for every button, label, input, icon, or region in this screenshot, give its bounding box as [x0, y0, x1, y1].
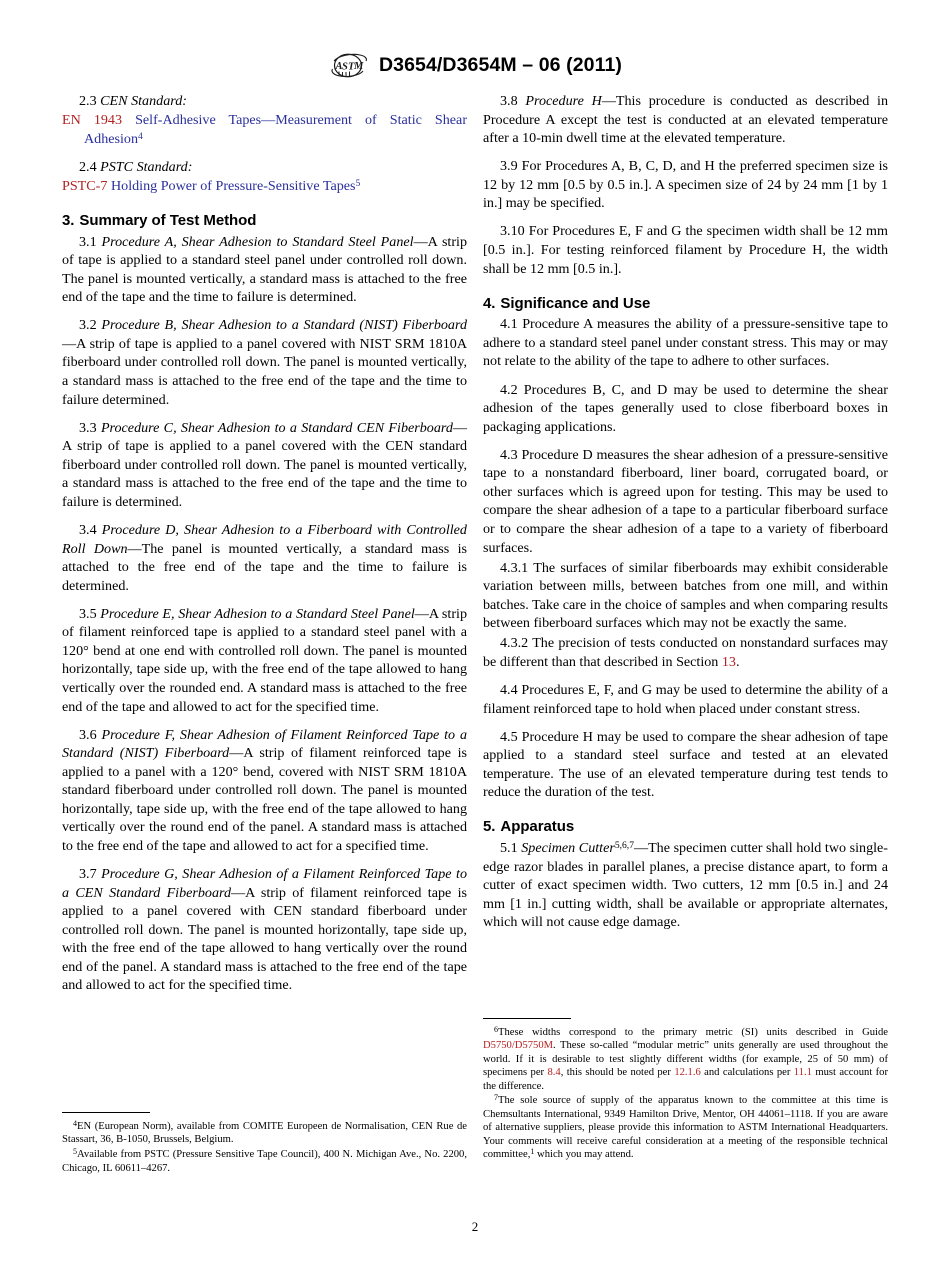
section-3-title: Summary of Test Method: [79, 211, 257, 229]
svg-text:T: T: [347, 61, 355, 73]
paragraph-4-3-1: [483, 559, 888, 633]
footnote-text: . These so-called “modular metric” units generally are used throughout the world. If it is desirable to test slightly different widths (for example, 25 of 50 mm) of specimens per: [483, 1040, 888, 1079]
footnotes-left: [62, 1112, 467, 1175]
paragraph-number: 3.7: [79, 866, 97, 883]
section-5-heading: [483, 817, 888, 837]
footnote-text: which you may attend.: [534, 1149, 634, 1161]
paragraph-number: 4.5: [500, 728, 518, 745]
paragraph-body: Procedure A measures the ability of a pressure-sensitive tape to adhere to a standard steel panel under constant stress. This may or may not relate to the ability of the tape to adhere to other surfaces.: [483, 316, 888, 370]
left-column: [62, 92, 467, 995]
paragraph-3-2: [62, 316, 467, 409]
astm-logo-icon: [328, 52, 370, 79]
paragraph-4-3: [483, 446, 888, 557]
paragraph-body: —A strip of tape is applied to a panel covered with the CEN standard fiberboard under controlled roll down. The panel is mounted vertically, a standard mass is attached to the free end of the tape and the time to failure is determined.: [62, 419, 467, 510]
paragraph-3-10: [483, 222, 888, 278]
paragraph-4-4: [483, 681, 888, 718]
paragraph-number: 3.5: [79, 605, 97, 622]
reference-designation[interactable]: PSTC-7: [62, 177, 108, 194]
svg-text:M: M: [353, 61, 364, 72]
paragraph-number: 3.9: [500, 158, 518, 175]
footnote-text: , this should be noted per: [560, 1067, 675, 1079]
paragraph-3-3: [62, 419, 467, 512]
paragraph-body: Procedures E, F, and G may be used to determine the ability of a filament reinforced tape to hold when placed under constant stress.: [483, 681, 888, 717]
paragraph-body: —A strip of filament reinforced tape is applied to a panel covered with CEN standard fiberboard under controlled roll down. The panel is mounted horizontally, tape side up, with the free end of the tape allowed to hang vertically over the round end of the panel. A standard mass is attached to the free end of the tape and allowed to act for the specified time.: [62, 884, 467, 994]
paragraph-body: —This procedure is conducted as described in Procedure A except the test is conducted at an elevated temperature after a 10-min dwell time at the elevated temperature.: [483, 93, 888, 147]
section-5-title: Apparatus: [500, 818, 575, 836]
footnote-marker[interactable]: 5,6,7: [614, 840, 634, 852]
footnote-6: [483, 1026, 888, 1093]
page-number: 2: [471, 1219, 479, 1234]
paragraph-number: 3.1: [79, 233, 97, 250]
paragraph-body: Procedure H may be used to compare the shear adhesion of tape applied to a standard steel surface and tested at an elevated temperature. The use of an elevated temperature during test tends to reduce the duration of the test.: [483, 728, 888, 801]
paragraph-lead-italic: Procedure B, Shear Adhesion to a Standard (NIST) Fiberboard: [101, 317, 467, 334]
paragraph-4-5: [483, 728, 888, 802]
cross-reference-link[interactable]: 12.1.6: [674, 1067, 701, 1079]
paragraph-3-4: [62, 521, 467, 595]
footnote-number: 6: [494, 1024, 499, 1034]
paragraph-3-1: [62, 233, 467, 307]
paragraph-3-9: [483, 157, 888, 213]
paragraph-number: 4.2: [500, 381, 518, 398]
cross-reference-link[interactable]: 8.4: [547, 1067, 561, 1079]
clause-2-4-number: 2.4: [79, 158, 97, 175]
document-designation: D3654/D3654M – 06 (2011): [378, 54, 623, 76]
section-4-title: Significance and Use: [500, 294, 651, 312]
reference-en-1943[interactable]: [62, 111, 467, 148]
footnote-text: must account for the difference.: [483, 1067, 889, 1092]
clause-2-3-heading: [62, 92, 467, 111]
paragraph-body: Procedure D measures the shear adhesion of a pressure-sensitive tape to a nonstandard fiberboard, liner board, corrugated board, or other surfaces which is agreed upon for testing. This may be used to compare the shear adhesion of a tape to a particular fiberboard surface or to compare the shear adhesion of a tape to a variety of fiberboard surfaces.: [483, 446, 888, 556]
paragraph-body: —The specimen cutter shall hold two single-edge razor blades in parallel planes, a precise distance apart, to form a cutter of exact specimen width. Two cutters, 12 mm [0.5 in.] and 24 mm [1 in.] cutting width, shall be available or appropriate alternates, which will not cause edge damage.: [483, 840, 888, 931]
section-3-number: 3.: [62, 211, 75, 229]
paragraph-lead-italic: Procedure F, Shear Adhesion of Filament Reinforced Tape to a Standard (NIST) Fiberboard: [62, 726, 467, 762]
paragraph-body: For Procedures E, F and G the specimen width shall be 12 mm [0.5 in.]. For testing reinforced filament by Procedure H, the width shall be 12 mm [0.5 in.].: [483, 223, 888, 277]
footnote-number: 4: [73, 1118, 78, 1128]
cross-reference-link[interactable]: 13: [721, 653, 736, 670]
footnote-reference-marker: 1: [530, 1146, 535, 1156]
paragraph-body: —A strip of tape is applied to a standard steel panel under controlled roll down. The panel is mounted vertically, a standard mass is attached to the free end of the tape and the time to failure is determined.: [62, 233, 468, 306]
paragraph-body: —A strip of tape is applied to a panel covered with NIST SRM 1810A fiberboard under controlled roll down. The panel is mounted vertically, a standard mass is attached to the free end of the tape and the time to failure determined.: [62, 335, 467, 408]
reference-title[interactable]: Holding Power of Pressure-Sensitive Tapes: [110, 177, 356, 194]
paragraph-number: 4.3: [500, 446, 518, 463]
paragraph-lead-italic: Procedure A, Shear Adhesion to Standard Steel Panel: [101, 233, 414, 250]
paragraph-number: 3.8: [500, 93, 518, 109]
paragraph-number: 4.4: [500, 681, 518, 698]
paragraph-4-2: [483, 381, 888, 437]
clause-2-4-heading: [62, 158, 467, 177]
paragraph-body: The surfaces of similar fiberboards may exhibit considerable variation between mills, between batches from one mill, and within batches. Take care in the choice of samples and when comparing results between fiberboard surfaces which may not be exactly the same.: [483, 559, 888, 632]
clause-2-3-title: CEN Standard:: [100, 93, 187, 109]
footnotes-right: [483, 1018, 888, 1161]
footnote-marker[interactable]: 4: [138, 130, 143, 142]
svg-text:A: A: [335, 61, 343, 72]
paragraph-lead-italic: Procedure D, Shear Adhesion to a Fiberboard with Controlled Roll Down: [62, 521, 467, 557]
paragraph-3-6: [62, 726, 467, 856]
footnote-separator-rule: [483, 1018, 571, 1019]
paragraph-number: 5.1: [500, 840, 518, 857]
paragraph-3-5: [62, 605, 467, 716]
paragraph-body: Procedures B, C, and D may be used to determine the shear adhesion of the tapes generally used to close fiberboard boxes in packaging applications.: [483, 381, 888, 435]
footnote-text: The sole source of supply of the apparatus known to the committee at this time is Chemsultants International, 9349 Hamilton Drive, Mentor, OH 44061–1118. If you are aware of alternative suppliers, please provide this information to ASTM International Headquarters. Your comments will receive careful consideration at a meeting of the responsible technical committee,: [483, 1095, 888, 1161]
footnote-marker[interactable]: 5: [355, 177, 361, 189]
paragraph-5-1: [483, 839, 888, 932]
paragraph-3-8: [483, 92, 888, 148]
paragraph-number: 4.3.2: [500, 635, 529, 652]
paragraph-lead-italic: Procedure C, Shear Adhesion to a Standard CEN Fiberboard: [100, 419, 453, 436]
reference-pstc-7[interactable]: [62, 177, 467, 196]
footnote-text: and calculations per: [700, 1067, 794, 1079]
paragraph-number: 4.3.1: [500, 559, 529, 576]
footnote-7: [483, 1094, 888, 1161]
footnote-text: These widths correspond to the primary metric (SI) units described in Guide: [498, 1027, 888, 1038]
paragraph-body: —A strip of filament reinforced tape is applied to a standard steel panel with a 120° bend at one end with controlled roll down. The panel is mounted horizontally, tape side up, with the free end of the tape allowed to hang vertically over the rounded end. A standard mass is attached to the free end of the tape and allowed to act for the specified time.: [62, 605, 467, 715]
paragraph-body: —The panel is mounted vertically, a standard mass is attached to the free end of the tape and the time to failure is determined.: [62, 540, 467, 594]
paragraph-body: The precision of tests conducted on nonstandard surfaces may be different than that described in Section: [483, 635, 888, 670]
paragraph-body: For Procedures A, B, C, D, and H the preferred specimen size is 12 by 12 mm [0.5 by 0.5 in.]. A specimen size of 24 by 24 mm [1 by 1 in.] may be specified.: [483, 158, 888, 212]
paragraph-4-3-2: [483, 634, 888, 671]
clause-2-4-title: PSTC Standard:: [100, 158, 193, 175]
cross-reference-link[interactable]: 11.1: [793, 1067, 812, 1079]
footnote-separator-rule: [62, 1112, 150, 1113]
paragraph-number: 3.3: [79, 419, 97, 436]
paragraph-number: 3.2: [79, 317, 97, 334]
section-4-number: 4.: [483, 294, 496, 312]
paragraph-lead-italic: Procedure E, Shear Adhesion to a Standard Steel Panel: [100, 605, 415, 622]
footnote-text: Available from PSTC (Pressure Sensitive Tape Council), 400 N. Michigan Ave., No. 2200, Chicago, IL 60611–4267.: [62, 1149, 467, 1174]
section-5-number: 5.: [483, 818, 496, 836]
section-3-heading: [62, 211, 467, 231]
paragraph-body-tail: .: [735, 653, 740, 670]
right-column: [483, 92, 888, 932]
paragraph-number: 3.10: [500, 223, 525, 240]
footnote-4: [62, 1120, 467, 1147]
paragraph-number: 3.6: [79, 726, 97, 743]
standard-link[interactable]: D5750/D5750M: [483, 1040, 554, 1052]
paragraph-lead-italic: Procedure G, Shear Adhesion of a Filament Reinforced Tape to a CEN Standard Fiberboard: [62, 866, 467, 901]
page-header: [0, 52, 950, 82]
paragraph-lead-italic: Procedure H: [525, 93, 602, 109]
paragraph-body: —A strip of filament reinforced tape is applied to a panel with a 120° bend, covered with NIST SRM 1810A standard fiberboard under controlled roll down. The panel is mounted horizontally, tape side up, with the free end of the tape allowed to hang vertically over the round end of the panel. A standard mass is attached to the free end of the tape and allowed to act for a specified time.: [62, 745, 467, 854]
footnote-5: [62, 1148, 467, 1175]
footnote-number: 7: [494, 1093, 499, 1103]
footnote-text: EN (European Norm), available from COMITE Europeen de Normalisation, CEN Rue de Stassart, 36, B-1050, Brussels, Belgium.: [62, 1121, 467, 1146]
section-4-heading: [483, 294, 888, 314]
reference-designation[interactable]: EN 1943: [62, 112, 123, 129]
footnote-number: 5: [73, 1147, 78, 1157]
paragraph-lead-italic: Specimen Cutter: [521, 840, 615, 857]
clause-2-3-number: 2.3: [79, 93, 97, 109]
paragraph-4-1: [483, 315, 888, 371]
paragraph-number: 4.1: [500, 316, 518, 333]
paragraph-number: 3.4: [79, 521, 97, 538]
reference-title[interactable]: Self-Adhesive Tapes—Measurement of Static Shear Adhesion: [84, 112, 468, 147]
paragraph-3-7: [62, 865, 467, 995]
svg-text:S: S: [341, 61, 348, 73]
